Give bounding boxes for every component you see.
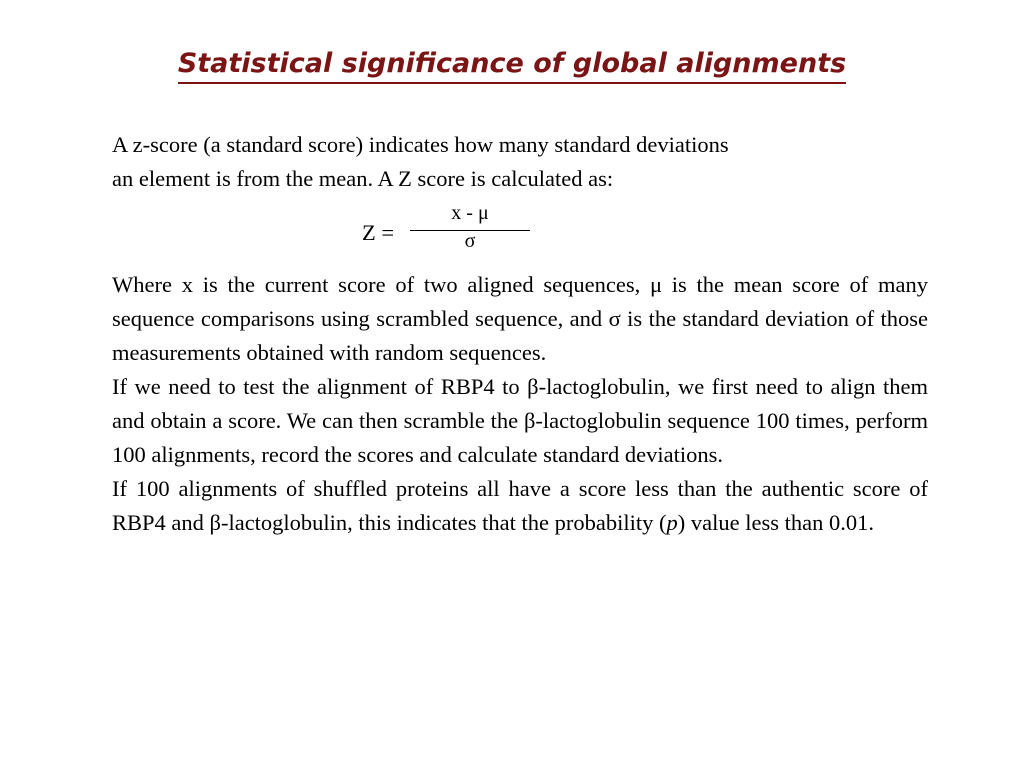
formula-denominator: σ: [464, 230, 476, 252]
intro-line-2: an element is from the mean. A Z score is calculated as:: [112, 166, 614, 191]
intro-text: [112, 128, 912, 196]
conclusion-text-start: If 100 alignments of shuffled proteins all have a score less than the authentic score of RBP4 and β-lactoglobulin, this indicates that the probability (: [112, 476, 928, 535]
slide-title-text: Statistical significance of global alignments: [178, 48, 846, 84]
intro-line-1: A z-score (a standard score) indicates how many standard deviations: [112, 132, 729, 157]
slide-title: [0, 48, 1024, 79]
body-text: [112, 268, 928, 540]
paragraph-definition: Where x is the current score of two aligned sequences, μ is the mean score of many sequence comparisons using scrambled sequence, and σ is the standard deviation of those measurements obtained with random sequences.: [112, 272, 928, 365]
paragraph-example: If we need to test the alignment of RBP4 to β-lactoglobulin, we first need to align them and obtain a score. We can then scramble the β-lactoglobulin sequence 100 times, perform 100 alignments, record the scores and calculate standard deviations.: [112, 374, 928, 467]
p-symbol: p: [666, 510, 678, 535]
formula-lhs: Z =: [362, 220, 395, 245]
paragraph-conclusion: [112, 472, 928, 540]
formula-numerator: x - μ: [451, 202, 489, 224]
conclusion-text-end: ) value less than 0.01.: [677, 510, 874, 535]
